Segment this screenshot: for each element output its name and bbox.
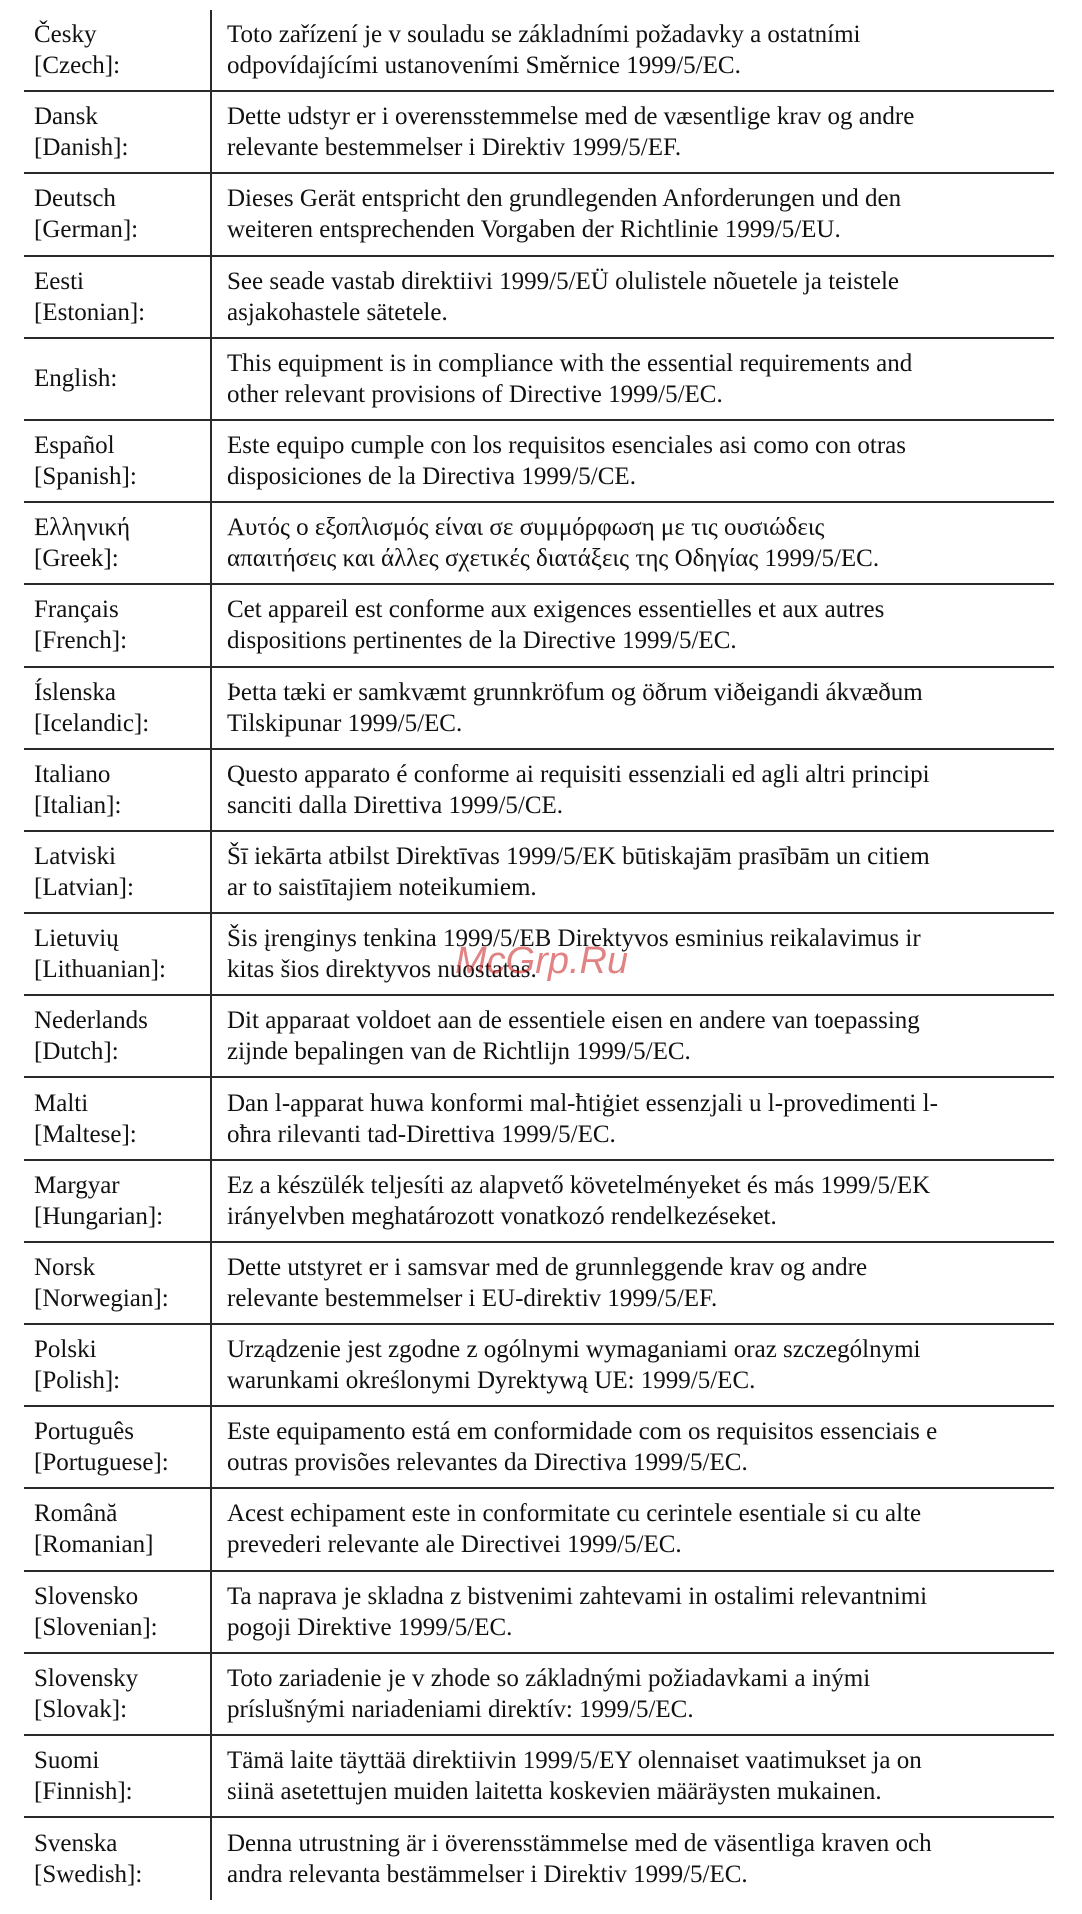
statement-line: siinä asetettujen muiden laitetta koskevien määräysten mukainen. <box>227 1778 882 1806</box>
language-english-name: [Estonian]: <box>34 298 146 326</box>
statement-line: Þetta tæki er samkvæmt grunnkröfum og öðrum viðeigandi ákvæðum <box>227 678 923 706</box>
compliance-statement <box>212 92 1054 172</box>
language-english-name: [German]: <box>34 216 139 244</box>
statement-line: pogoji Direktive 1999/5/EC. <box>227 1613 513 1641</box>
compliance-statement <box>212 668 1054 748</box>
language-cell <box>24 1161 212 1241</box>
compliance-statement <box>212 750 1054 830</box>
compliance-statement <box>212 174 1054 254</box>
language-cell <box>24 1407 212 1487</box>
language-cell <box>24 1736 212 1816</box>
compliance-table <box>24 10 1054 1900</box>
statement-line: weiteren entsprechenden Vorgaben der Richtlinie 1999/5/EU. <box>227 216 841 244</box>
statement-line: This equipment is in compliance with the essential requirements and <box>227 349 913 377</box>
language-english-name: [Portuguese]: <box>34 1449 169 1477</box>
statement-line: Questo apparato é conforme ai requisiti essenziali ed agli altri principi <box>227 760 930 788</box>
statement-line: Denna utrustning är i överensstämmelse med de väsentliga kraven och <box>227 1830 932 1858</box>
statement-line: Dan l-apparat huwa konformi mal-ħtiġiet essenzjali u l-provedimenti l- <box>227 1089 938 1117</box>
statement-line: Acest echipament este in conformitate cu cerintele esentiale si cu alte <box>227 1500 922 1528</box>
statement-line: ar to saistītajiem noteikumiem. <box>227 873 537 901</box>
language-cell <box>24 1654 212 1734</box>
compliance-statement <box>212 1818 1054 1900</box>
statement-line: Toto zariadenie je v zhode so základnými požiadavkami a inými <box>227 1664 871 1692</box>
statement-line: Tämä laite täyttää direktiivin 1999/5/EY olennaiset vaatimukset ja on <box>227 1747 922 1775</box>
table-row <box>24 503 1054 585</box>
statement-line: Toto zařízení je v souladu se základními požadavky a ostatními <box>227 21 861 49</box>
language-native-name: Español <box>34 432 115 460</box>
table-row <box>24 92 1054 174</box>
statement-line: odpovídajícími ustanoveními Směrnice 1999/5/EC. <box>227 52 741 80</box>
language-cell <box>24 1572 212 1652</box>
compliance-statement <box>212 585 1054 665</box>
statement-line: disposiciones de la Directiva 1999/5/CE. <box>227 463 636 491</box>
statement-line: irányelvben meghatározott vonatkozó rendelkezéseket. <box>227 1202 777 1230</box>
statement-line: kitas šios direktyvos nuostatas. <box>227 956 537 984</box>
language-cell <box>24 1078 212 1158</box>
table-row <box>24 1818 1054 1900</box>
language-native-name: Italiano <box>34 760 111 788</box>
statement-line: Urządzenie jest zgodne z ogólnymi wymaganiami oraz szczególnymi <box>227 1336 921 1364</box>
statement-line: other relevant provisions of Directive 1999/5/EC. <box>227 380 723 408</box>
language-cell <box>24 914 212 994</box>
language-cell <box>24 668 212 748</box>
language-english-name: [Greek]: <box>34 545 119 573</box>
language-native-name: Português <box>34 1418 134 1446</box>
language-native-name: Lietuvių <box>34 925 119 953</box>
language-english-name: [Romanian] <box>34 1531 154 1559</box>
language-native-name: Nederlands <box>34 1007 148 1035</box>
language-native-name: Polski <box>34 1336 97 1364</box>
table-row <box>24 1243 1054 1325</box>
language-native-name: Suomi <box>34 1747 100 1775</box>
compliance-statement <box>212 339 1054 419</box>
language-cell <box>24 1489 212 1569</box>
language-native-name: Français <box>34 596 119 624</box>
table-row <box>24 750 1054 832</box>
language-english-name: [Finnish]: <box>34 1778 133 1806</box>
language-native-name: Norsk <box>34 1253 96 1281</box>
compliance-statement <box>212 996 1054 1076</box>
language-cell <box>24 832 212 912</box>
language-english-name: [Spanish]: <box>34 463 137 491</box>
language-cell <box>24 750 212 830</box>
table-row <box>24 1161 1054 1243</box>
compliance-statement <box>212 503 1054 583</box>
language-cell <box>24 10 212 90</box>
language-native-name: Slovensko <box>34 1582 139 1610</box>
table-row <box>24 174 1054 256</box>
language-native-name: Română <box>34 1500 118 1528</box>
statement-line: andra relevanta bestämmelser i Direktiv 1999/5/EC. <box>227 1861 748 1889</box>
language-native-name: Deutsch <box>34 185 116 213</box>
table-row <box>24 1407 1054 1489</box>
statement-line: Dit apparaat voldoet aan de essentiele eisen en andere van toepassing <box>227 1007 920 1035</box>
language-cell <box>24 421 212 501</box>
table-row <box>24 257 1054 339</box>
compliance-statement <box>212 832 1054 912</box>
statement-line: Αυτός ο εξοπλισμός είναι σε συμμόρφωση με τις ουσιώδεις <box>227 514 825 542</box>
statement-line: Šis įrenginys tenkina 1999/5/EB Direktyvos esminius reikalavimus ir <box>227 925 921 953</box>
language-english-name: [Danish]: <box>34 134 129 162</box>
table-row <box>24 1572 1054 1654</box>
statement-line: oħra rilevanti tad-Direttiva 1999/5/EC. <box>227 1120 616 1148</box>
table-row <box>24 1325 1054 1407</box>
language-english-name: [Slovak]: <box>34 1695 128 1723</box>
compliance-statement <box>212 1654 1054 1734</box>
statement-line: warunkami określonymi Dyrektywą UE: 1999/5/EC. <box>227 1367 756 1395</box>
language-native-name: Latviski <box>34 842 116 870</box>
language-native-name: Dansk <box>34 103 98 131</box>
table-row <box>24 585 1054 667</box>
statement-line: Ez a készülék teljesíti az alapvető követelményeket és más 1999/5/EK <box>227 1171 931 1199</box>
language-english-name: [Slovenian]: <box>34 1613 158 1641</box>
statement-line: Tilskipunar 1999/5/EC. <box>227 709 463 737</box>
statement-line: Dieses Gerät entspricht den grundlegenden Anforderungen und den <box>227 185 902 213</box>
language-native-name: Íslenska <box>34 678 116 706</box>
language-native-name: English: <box>34 365 118 393</box>
compliance-statement <box>212 10 1054 90</box>
statement-line: relevante bestemmelser i EU-direktiv 1999/5/EF. <box>227 1284 718 1312</box>
language-english-name: [Dutch]: <box>34 1038 119 1066</box>
compliance-statement <box>212 1407 1054 1487</box>
compliance-statement <box>212 257 1054 337</box>
language-english-name: [Swedish]: <box>34 1861 143 1889</box>
table-row <box>24 996 1054 1078</box>
table-row <box>24 10 1054 92</box>
language-cell <box>24 339 212 419</box>
statement-line: See seade vastab direktiivi 1999/5/EÜ olulistele nõuetele ja teistele <box>227 267 900 295</box>
table-row <box>24 421 1054 503</box>
language-cell <box>24 996 212 1076</box>
statement-line: Dette utstyret er i samsvar med de grunnleggende krav og andre <box>227 1253 868 1281</box>
language-english-name: [Lithuanian]: <box>34 956 166 984</box>
language-cell <box>24 92 212 172</box>
language-cell <box>24 1243 212 1323</box>
statement-line: Dette udstyr er i overensstemmelse med de væsentlige krav og andre <box>227 103 915 131</box>
statement-line: outras provisões relevantes da Directiva 1999/5/EC. <box>227 1449 748 1477</box>
language-english-name: [Maltese]: <box>34 1120 137 1148</box>
language-native-name: Svenska <box>34 1830 118 1858</box>
language-english-name: [Norwegian]: <box>34 1284 169 1312</box>
language-english-name: [French]: <box>34 627 128 655</box>
language-cell <box>24 1325 212 1405</box>
statement-line: príslušnými nariadeniami direktív: 1999/5/EC. <box>227 1695 694 1723</box>
language-cell <box>24 174 212 254</box>
compliance-statement <box>212 1325 1054 1405</box>
statement-line: απαιτήσεις και άλλες σχετικές διατάξεις της Οδηγίας 1999/5/EC. <box>227 545 880 573</box>
language-cell <box>24 1818 212 1900</box>
language-native-name: Slovensky <box>34 1664 139 1692</box>
compliance-statement <box>212 1572 1054 1652</box>
statement-line: Šī iekārta atbilst Direktīvas 1999/5/EK būtiskajām prasībām un citiem <box>227 842 930 870</box>
statement-line: Cet appareil est conforme aux exigences essentielles et aux autres <box>227 596 885 624</box>
table-row <box>24 832 1054 914</box>
statement-line: relevante bestemmelser i Direktiv 1999/5/EF. <box>227 134 682 162</box>
language-cell <box>24 257 212 337</box>
language-english-name: [Italian]: <box>34 791 122 819</box>
statement-line: prevederi relevante ale Directivei 1999/5/EC. <box>227 1531 682 1559</box>
table-row <box>24 1654 1054 1736</box>
watermark: McGrp.Ru <box>455 940 629 982</box>
table-row <box>24 1736 1054 1818</box>
compliance-statement <box>212 914 1054 994</box>
table-row <box>24 668 1054 750</box>
statement-line: Este equipo cumple con los requisitos esenciales asi como con otras <box>227 432 906 460</box>
statement-line: Ta naprava je skladna z bistvenimi zahtevami in ostalimi relevantnimi <box>227 1582 928 1610</box>
statement-line: Este equipamento está em conformidade com os requisitos essenciais e <box>227 1418 938 1446</box>
language-cell <box>24 503 212 583</box>
compliance-statement <box>212 421 1054 501</box>
language-cell <box>24 585 212 665</box>
compliance-statement <box>212 1243 1054 1323</box>
statement-line: asjakohastele sätetele. <box>227 298 448 326</box>
statement-line: zijnde bepalingen van de Richtlijn 1999/5/EC. <box>227 1038 691 1066</box>
language-english-name: [Czech]: <box>34 52 121 80</box>
table-row <box>24 1078 1054 1160</box>
language-english-name: [Icelandic]: <box>34 709 150 737</box>
language-native-name: Malti <box>34 1089 89 1117</box>
compliance-statement <box>212 1078 1054 1158</box>
language-native-name: Česky <box>34 21 97 49</box>
table-row <box>24 339 1054 421</box>
language-english-name: [Hungarian]: <box>34 1202 164 1230</box>
table-row <box>24 914 1054 996</box>
language-native-name: Ελληνική <box>34 514 131 542</box>
compliance-statement <box>212 1161 1054 1241</box>
language-english-name: [Latvian]: <box>34 873 134 901</box>
language-native-name: Eesti <box>34 267 84 295</box>
compliance-statement <box>212 1736 1054 1816</box>
language-english-name: [Polish]: <box>34 1367 121 1395</box>
statement-line: sanciti dalla Direttiva 1999/5/CE. <box>227 791 564 819</box>
table-row <box>24 1489 1054 1571</box>
language-native-name: Margyar <box>34 1171 120 1199</box>
compliance-statement <box>212 1489 1054 1569</box>
statement-line: dispositions pertinentes de la Directive 1999/5/EC. <box>227 627 737 655</box>
